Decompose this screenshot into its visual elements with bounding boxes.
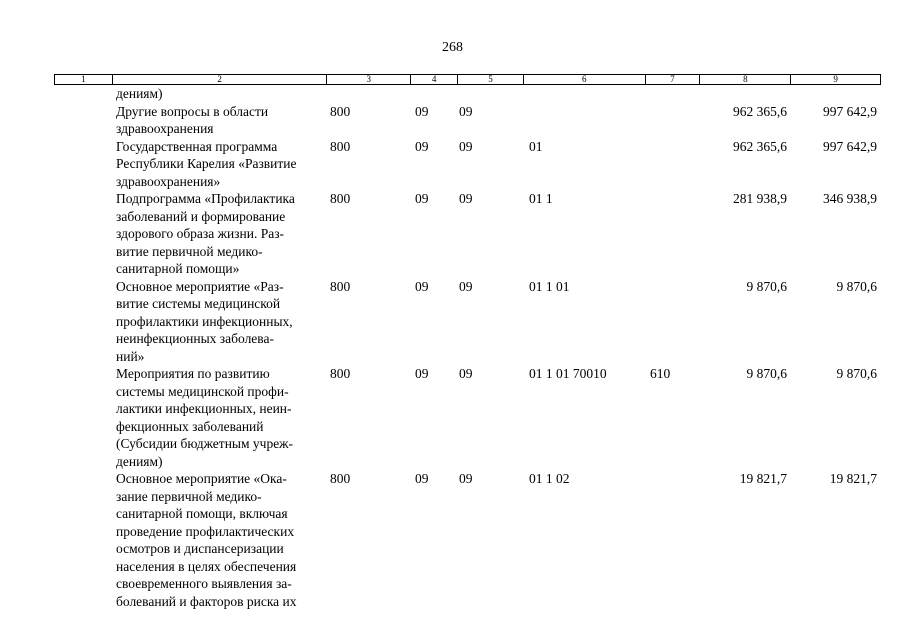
cell-section: 09 [415,278,429,294]
column-header-9: 9 [790,75,880,84]
cell-section: 09 [415,138,429,154]
cell-section: 09 [415,471,429,486]
column-header-7: 7 [645,75,700,84]
table-header-row [54,74,881,85]
cell-amount-year2: 19 821,7 [829,471,877,486]
cell-col1 [54,470,111,610]
table-row [54,278,881,366]
cell-name: Государственная программа Республики Карелия «Развитие здравоохранения» [116,138,297,189]
table-row [54,85,881,103]
cell-target-article: 01 [529,138,543,154]
cell-col1 [54,278,111,366]
cell-name: Основное мероприятие «Ока- зание первичной медико- санитарной помощи, включая проведение профилактических осмотров и диспансеризации населения в целях обеспечения своевременного выявления за- болеваний и факторов риска их [116,471,297,609]
cell-expense-type [645,470,700,610]
column-header-6: 6 [523,75,645,84]
cell-admin-code: 800 [330,471,351,486]
column-header-3: 3 [326,75,410,84]
cell-target-article [523,85,645,103]
cell-subsection: 09 [459,138,473,154]
cell-target-article: 01 1 02 [529,471,570,486]
cell-target-article: 01 1 01 [529,278,570,294]
cell-subsection [457,85,523,103]
cell-subsection: 09 [459,366,473,381]
cell-amount-year1: 9 870,6 [746,278,787,294]
cell-admin-code: 800 [330,278,351,294]
cell-amount-year2: 997 642,9 [823,103,877,119]
cell-amount-year1: 962 365,6 [733,103,787,119]
cell-target-article [523,103,645,138]
table-row [54,470,881,610]
table-body [54,85,881,610]
cell-section: 09 [415,103,429,119]
column-header-8: 8 [699,75,790,84]
cell-admin-code: 800 [330,366,351,381]
cell-expense-type [645,278,700,366]
cell-name: Основное мероприятие «Раз- витие системы медицинской профилактики инфекционных, неинфекционных заболева- ний» [116,278,293,364]
table-row [54,190,881,278]
cell-amount-year2 [791,85,881,103]
cell-amount-year2: 9 870,6 [836,366,877,381]
cell-amount-year1 [700,85,791,103]
cell-amount-year2: 997 642,9 [823,138,877,154]
cell-name: Мероприятия по развитию системы медицинской профи- лактики инфекционных, неин- фекционных заболеваний (Субсидии бюджетным учреж- дениям) [116,366,294,469]
table-row [54,103,881,138]
cell-section [410,85,457,103]
cell-section: 09 [415,366,429,381]
cell-section: 09 [415,191,429,206]
cell-amount-year2: 9 870,6 [836,278,877,294]
cell-amount-year1: 281 938,9 [733,191,787,206]
cell-admin-code [326,85,410,103]
cell-amount-year1: 9 870,6 [746,366,787,381]
cell-subsection: 09 [459,191,473,206]
page-number: 268 [442,40,463,55]
cell-target-article: 01 1 [529,191,553,206]
cell-amount-year1: 962 365,6 [733,138,787,154]
cell-expense-type: 610 [650,366,671,381]
column-header-2: 2 [112,75,326,84]
cell-expense-type [645,103,700,138]
cell-name: Подпрограмма «Профилактика заболеваний и формирование здорового образа жизни. Раз- витие первичной медико- санитарной помощи» [116,191,295,276]
cell-col1 [54,85,111,103]
cell-col1 [54,138,111,191]
table-row [54,365,881,470]
column-header-5: 5 [457,75,523,84]
cell-name: Другие вопросы в области здравоохранения [116,103,269,136]
cell-col1 [54,190,111,278]
cell-subsection: 09 [459,103,473,119]
cell-expense-type [645,190,700,278]
cell-subsection: 09 [459,471,473,486]
table-row [54,138,881,191]
budget-table [54,74,881,610]
cell-admin-code: 800 [330,138,351,154]
cell-subsection: 09 [459,278,473,294]
cell-col1 [54,365,111,470]
cell-name: дениям) [116,86,163,101]
cell-admin-code: 800 [330,191,351,206]
cell-amount-year2: 346 938,9 [823,191,877,206]
cell-target-article: 01 1 01 70010 [529,366,607,381]
cell-expense-type [645,138,700,191]
cell-amount-year1: 19 821,7 [739,471,787,486]
cell-admin-code: 800 [330,103,351,119]
column-header-1: 1 [81,75,86,84]
column-header-4: 4 [410,75,457,84]
cell-col1 [54,103,111,138]
cell-expense-type [645,85,700,103]
